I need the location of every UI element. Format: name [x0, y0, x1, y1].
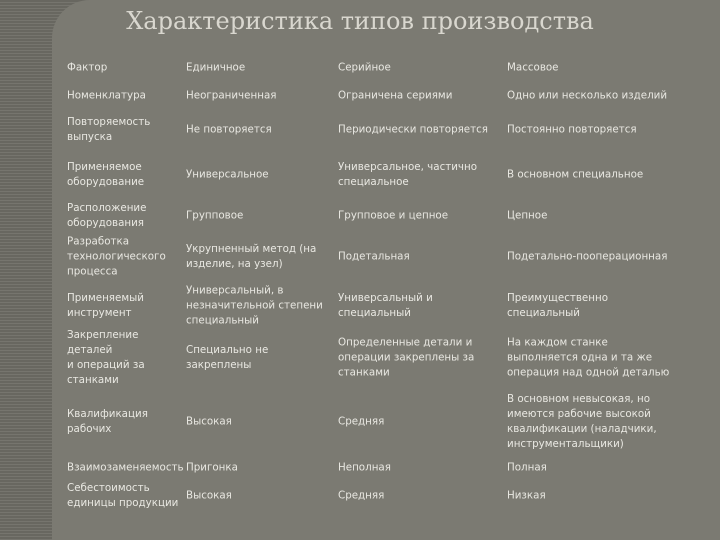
cell-mass: Постоянно повторяется — [507, 123, 637, 136]
cell-mass: Одно или несколько изделий — [507, 89, 668, 102]
cell-factor: Применяемое оборудование — [67, 161, 145, 188]
cell-serial: Средняя — [338, 489, 385, 502]
cell-factor: Себестоимость единицы продукции — [67, 482, 179, 509]
header-factor: Фактор — [67, 61, 108, 74]
slide-title: Характеристика типов производства — [126, 7, 594, 35]
cell-single: Пригонка — [186, 461, 238, 474]
cell-single: Универсальное — [186, 168, 269, 181]
cell-serial: Универсальный и специальный — [338, 292, 433, 319]
cell-mass: Подетально-пооперационная — [507, 250, 668, 263]
cell-single: Укрупненный метод (на изделие, на узел) — [186, 243, 317, 270]
cell-factor: Квалификация рабочих — [67, 408, 148, 435]
cell-factor: Закрепление деталей и операций за станками — [67, 329, 145, 386]
header-serial: Серийное — [338, 61, 391, 74]
cell-mass: Низкая — [507, 489, 546, 502]
cell-single: Специально не закреплены — [186, 344, 269, 371]
header-mass: Массовое — [507, 61, 559, 74]
header-single: Единичное — [186, 61, 246, 74]
cell-serial: Групповое и цепное — [338, 209, 449, 222]
cell-factor: Повторяемость выпуска — [67, 116, 151, 143]
cell-mass: Полная — [507, 461, 547, 474]
cell-factor: Применяемый инструмент — [67, 292, 144, 319]
cell-factor: Взаимозаменяемость — [67, 461, 184, 474]
cell-single: Высокая — [186, 415, 232, 428]
cell-serial: Неполная — [338, 461, 391, 474]
cell-mass: На каждом станке выполняется одна и та же операция над одной деталью — [507, 336, 670, 379]
cell-single: Неограниченная — [186, 89, 277, 102]
cell-single: Высокая — [186, 489, 232, 502]
cell-mass: В основном специальное — [507, 168, 644, 181]
cell-serial: Универсальное, частично специальное — [338, 161, 478, 188]
cell-mass: В основном невысокая, но имеются рабочие высокой квалификации (наладчики, инструментальщики) — [507, 393, 657, 450]
cell-serial: Периодически повторяется — [338, 123, 488, 136]
cell-factor: Номенклатура — [67, 89, 146, 102]
cell-single: Групповое — [186, 209, 244, 222]
cell-serial: Определенные детали и операции закреплены за станками — [338, 336, 475, 379]
cell-mass: Цепное — [507, 209, 548, 222]
cell-serial: Ограничена сериями — [338, 89, 453, 102]
cell-mass: Преимущественно специальный — [507, 292, 609, 319]
cell-single: Не повторяется — [186, 123, 272, 136]
cell-single: Универсальный, в незначительной степени специальный — [186, 284, 323, 327]
cell-factor: Расположение оборудования — [67, 202, 147, 229]
cell-factor: Разработка технологического процесса — [67, 235, 166, 278]
cell-serial: Средняя — [338, 415, 385, 428]
cell-serial: Подетальная — [338, 250, 410, 263]
